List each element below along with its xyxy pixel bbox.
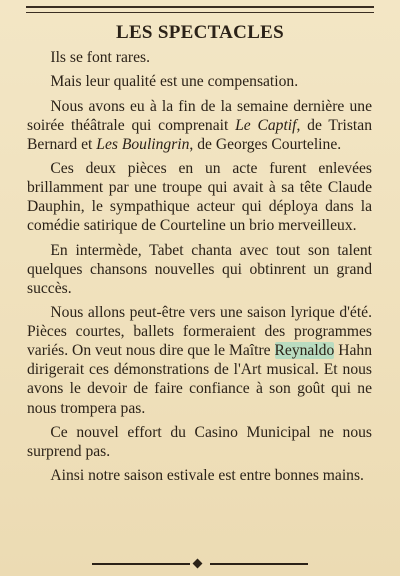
paragraph-3-text-1: Nous avons eu à la fin de la semaine dernière une soirée théâtrale qui comprenait [27,97,372,134]
paragraph-8: Ainsi notre saison estivale est entre bonnes mains. [50,467,364,485]
section-title: LES SPECTACLES [115,22,285,43]
paragraph-4: Ces deux pièces en un acte furent enlevées brillamment par une troupe qui avait à sa tête Claude Dauphin, le sympathique acteur qui déploya dans la comédie satirique de Courteline un brio merveilleux. [27,160,372,235]
paragraph-3 [27,97,372,154]
ornament-diamond-icon [193,559,203,569]
paragraph-6-text-2: Hahn dirigerait ces démonstrations de l'Art musical. Et nous avons le devoir de faire confiance à son goût qui ne nous trompera pas. [27,342,372,417]
article-body [27,48,372,490]
paragraph-6 [27,303,372,418]
work-title-le-captif: Le Captif [235,116,297,134]
paragraph-3-text-2: , de Tristan Bernard et [27,116,372,153]
paragraph-2: Mais leur qualité est une compensation. [50,73,299,91]
ornament-line-right [210,563,308,565]
top-divider-rule [26,6,374,13]
paragraph-7: Ce nouvel effort du Casino Municipal ne nous surprend pas. [27,423,372,460]
paragraph-6-text-1: Nous allons peut-être vers une saison lyrique d'été. Pièces courtes, ballets formeraient des programmes variés. On veut nous dire que le Maître [27,304,372,360]
paragraph-3-text-3: , de Georges Courteline. [189,135,342,153]
highlighted-word[interactable]: Reynaldo [274,342,335,360]
paragraph-5: En intermède, Tabet chanta avec tout son talent quelques chansons nouvelles qui obtinrent un grand succès. [27,241,372,297]
bottom-ornament-rule [92,560,308,568]
paragraph-1: Ils se font rares. [50,49,150,66]
ornament-line-left [92,563,190,565]
work-title-les-boulingrin: Les Boulingrin [96,135,190,153]
